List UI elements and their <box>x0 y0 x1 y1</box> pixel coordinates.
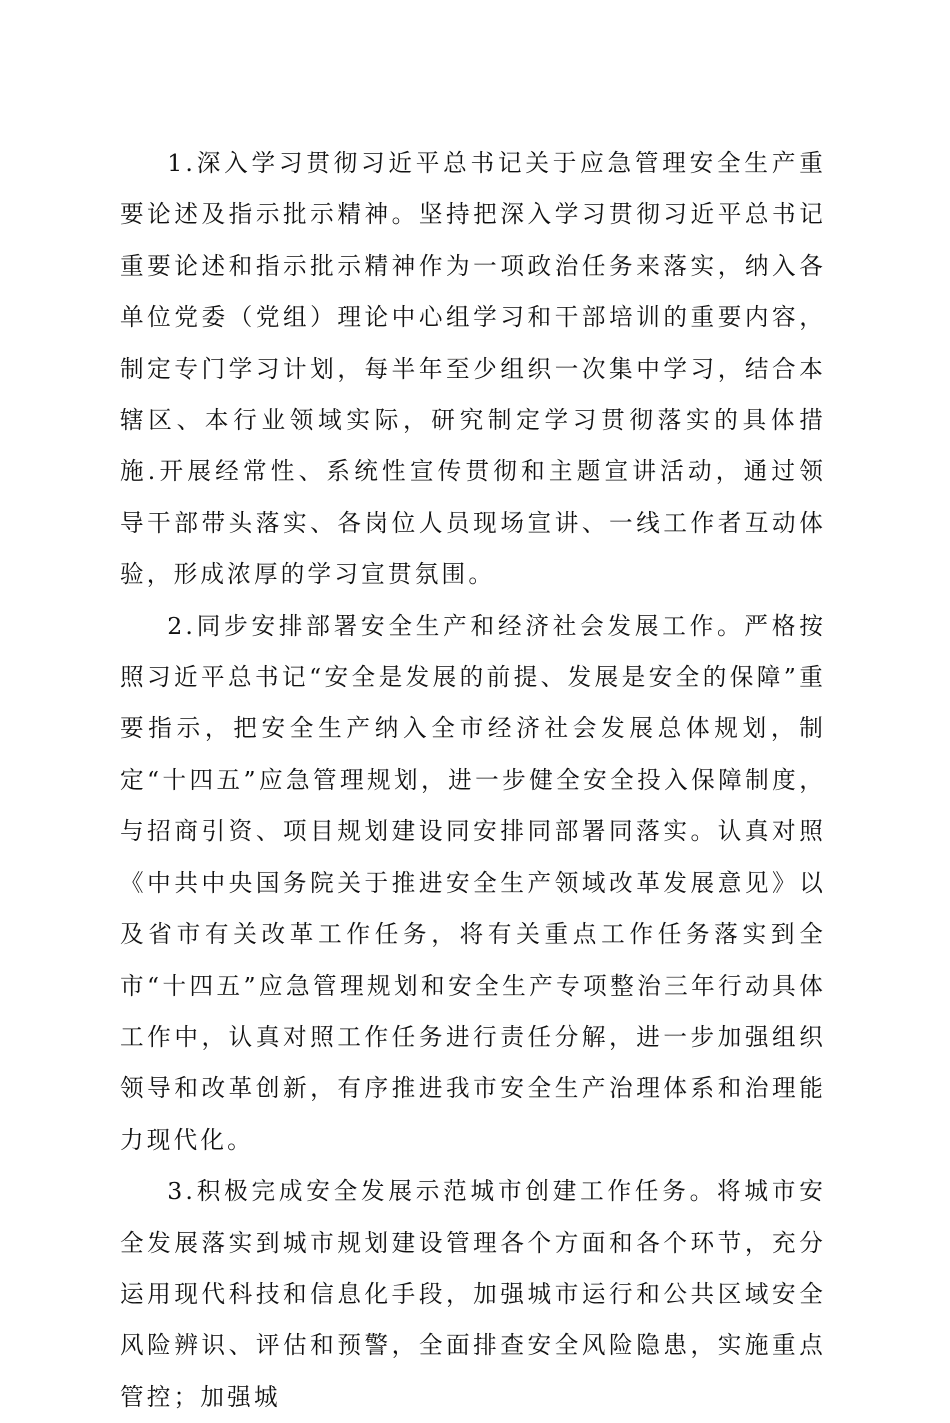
paragraph-1: 1.深入学习贯彻习近平总书记关于应急管理安全生产重要论述及指示批示精神。坚持把深入学习贯彻习近平总书记重要论述和指示批示精神作为一项政治任务来落实，纳入各单位党委（党组）理论中心组学习和干部培训的重要内容，制定专门学习计划，每半年至少组织一次集中学习，结合本辖区、本行业领域实际，研究制定学习贯彻落实的具体措施.开展经常性、系统性宣传贯彻和主题宣讲活动，通过领导干部带头落实、各岗位人员现场宣讲、一线工作者互动体验，形成浓厚的学习宣贯氛围。 <box>120 149 826 589</box>
document-body <box>120 138 826 1423</box>
paragraph-3: 3.积极完成安全发展示范城市创建工作任务。将城市安全发展落实到城市规划建设管理各个方面和各个环节，充分运用现代科技和信息化手段，加强城市运行和公共区域安全风险辨识、评估和预警，全面排查安全风险隐患，实施重点管控；加强城 <box>120 1177 826 1411</box>
paragraph-2: 2.同步安排部署安全生产和经济社会发展工作。严格按照习近平总书记“安全是发展的前提、发展是安全的保障”重要指示，把安全生产纳入全市经济社会发展总体规划，制定“十四五”应急管理规划，进一步健全安全投入保障制度，与招商引资、项目规划建设同安排同部署同落实。认真对照《中共中央国务院关于推进安全生产领域改革发展意见》以及省市有关改革工作任务，将有关重点工作任务落实到全市“十四五”应急管理规划和安全生产专项整治三年行动具体工作中，认真对照工作任务进行责任分解，进一步加强组织领导和改革创新，有序推进我市安全生产治理体系和治理能力现代化。 <box>120 611 826 1154</box>
